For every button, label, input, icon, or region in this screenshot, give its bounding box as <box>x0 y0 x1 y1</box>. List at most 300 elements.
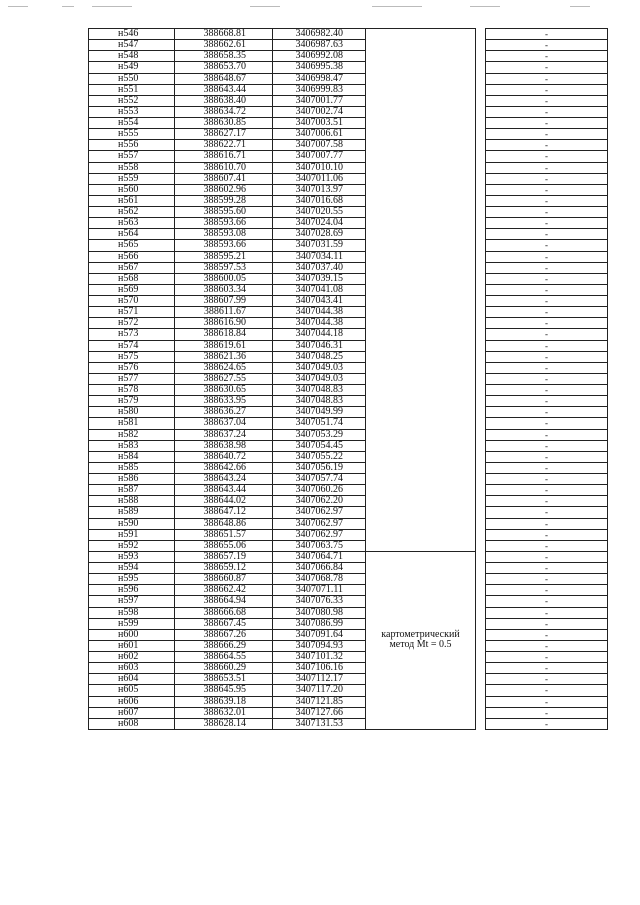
point-name-cell: н555 <box>89 129 175 140</box>
gap-cell <box>476 529 486 540</box>
gap-cell <box>476 596 486 607</box>
dash-cell: - <box>486 440 608 451</box>
point-name-cell: н569 <box>89 284 175 295</box>
table-row <box>89 496 608 507</box>
method-accuracy: метод Mt = 0.5 <box>389 639 452 651</box>
table-row <box>89 129 608 140</box>
point-name-cell: н567 <box>89 262 175 273</box>
gap-cell <box>476 307 486 318</box>
gap-cell <box>476 663 486 674</box>
table-row <box>89 29 608 40</box>
y-coordinate-cell: 3407024.04 <box>273 218 366 229</box>
dash-cell: - <box>486 474 608 485</box>
dash-cell: - <box>486 507 608 518</box>
gap-cell <box>476 474 486 485</box>
point-name-cell: н579 <box>89 396 175 407</box>
gap-cell <box>476 618 486 629</box>
table-row <box>89 618 608 629</box>
dash-cell: - <box>486 718 608 729</box>
gap-cell <box>476 462 486 473</box>
point-name-cell: н575 <box>89 351 175 362</box>
gap-cell <box>476 418 486 429</box>
dash-cell: - <box>486 240 608 251</box>
x-coordinate-cell: 388595.21 <box>175 251 273 262</box>
point-name-cell: н552 <box>89 95 175 106</box>
dash-cell: - <box>486 140 608 151</box>
gap-cell <box>476 640 486 651</box>
gap-cell <box>476 585 486 596</box>
y-coordinate-cell: 3407064.71 <box>273 551 366 562</box>
dash-cell: - <box>486 273 608 284</box>
dash-cell: - <box>486 251 608 262</box>
table-row <box>89 663 608 674</box>
y-coordinate-cell: 3407043.41 <box>273 296 366 307</box>
dash-cell: - <box>486 284 608 295</box>
gap-cell <box>476 95 486 106</box>
x-coordinate-cell: 388667.45 <box>175 618 273 629</box>
table-row <box>89 507 608 518</box>
x-coordinate-cell: 388593.08 <box>175 229 273 240</box>
point-name-cell: н607 <box>89 707 175 718</box>
point-name-cell: н590 <box>89 518 175 529</box>
dash-cell: - <box>486 518 608 529</box>
point-name-cell: н568 <box>89 273 175 284</box>
point-name-cell: н592 <box>89 540 175 551</box>
dash-cell: - <box>486 229 608 240</box>
x-coordinate-cell: 388593.66 <box>175 240 273 251</box>
y-coordinate-cell: 3407131.53 <box>273 718 366 729</box>
coordinates-table-body <box>89 29 608 730</box>
dash-cell: - <box>486 51 608 62</box>
dash-cell: - <box>486 351 608 362</box>
table-row <box>89 640 608 651</box>
x-coordinate-cell: 388658.35 <box>175 51 273 62</box>
y-coordinate-cell: 3407011.06 <box>273 173 366 184</box>
x-coordinate-cell: 388643.44 <box>175 485 273 496</box>
dash-cell: - <box>486 618 608 629</box>
x-coordinate-cell: 388638.98 <box>175 440 273 451</box>
gap-cell <box>476 218 486 229</box>
point-name-cell: н553 <box>89 106 175 117</box>
gap-cell <box>476 396 486 407</box>
gap-cell <box>476 118 486 129</box>
gap-cell <box>476 318 486 329</box>
table-row <box>89 95 608 106</box>
table-row <box>89 118 608 129</box>
point-name-cell: н554 <box>89 118 175 129</box>
gap-cell <box>476 62 486 73</box>
x-coordinate-cell: 388599.28 <box>175 195 273 206</box>
x-coordinate-cell: 388611.67 <box>175 307 273 318</box>
table-row <box>89 307 608 318</box>
point-name-cell: н582 <box>89 429 175 440</box>
dash-cell: - <box>486 429 608 440</box>
table-row <box>89 551 608 562</box>
table-row <box>89 284 608 295</box>
table-row <box>89 485 608 496</box>
dash-cell: - <box>486 218 608 229</box>
dash-cell: - <box>486 329 608 340</box>
dash-cell: - <box>486 40 608 51</box>
point-name-cell: н584 <box>89 451 175 462</box>
dash-cell: - <box>486 296 608 307</box>
x-coordinate-cell: 388597.53 <box>175 262 273 273</box>
gap-cell <box>476 674 486 685</box>
dash-cell: - <box>486 262 608 273</box>
gap-cell <box>476 362 486 373</box>
gap-cell <box>476 195 486 206</box>
gap-cell <box>476 273 486 284</box>
x-coordinate-cell: 388668.81 <box>175 29 273 40</box>
point-name-cell: н563 <box>89 218 175 229</box>
dash-cell: - <box>486 151 608 162</box>
gap-cell <box>476 84 486 95</box>
y-coordinate-cell: 3407031.59 <box>273 240 366 251</box>
x-coordinate-cell: 388647.12 <box>175 507 273 518</box>
gap-cell <box>476 440 486 451</box>
y-coordinate-cell: 3407002.74 <box>273 106 366 117</box>
table-row <box>89 418 608 429</box>
table-row <box>89 273 608 284</box>
dash-cell: - <box>486 29 608 40</box>
y-coordinate-cell: 3407049.03 <box>273 362 366 373</box>
x-coordinate-cell: 388664.94 <box>175 596 273 607</box>
table-row <box>89 84 608 95</box>
y-coordinate-cell: 3407013.97 <box>273 184 366 195</box>
table-row <box>89 51 608 62</box>
dash-cell: - <box>486 407 608 418</box>
table-row <box>89 362 608 373</box>
dash-cell: - <box>486 173 608 184</box>
gap-cell <box>476 106 486 117</box>
point-name-cell: н588 <box>89 496 175 507</box>
y-coordinate-cell: 3407007.77 <box>273 151 366 162</box>
table-row <box>89 195 608 206</box>
point-name-cell: н557 <box>89 151 175 162</box>
x-coordinate-cell: 388643.24 <box>175 474 273 485</box>
point-name-cell: н549 <box>89 62 175 73</box>
table-row <box>89 696 608 707</box>
x-coordinate-cell: 388619.61 <box>175 340 273 351</box>
x-coordinate-cell: 388636.27 <box>175 407 273 418</box>
gap-cell <box>476 518 486 529</box>
y-coordinate-cell: 3407020.55 <box>273 207 366 218</box>
gap-cell <box>476 40 486 51</box>
point-name-cell: н561 <box>89 195 175 206</box>
y-coordinate-cell: 3407127.66 <box>273 707 366 718</box>
y-coordinate-cell: 3407091.64 <box>273 629 366 640</box>
y-coordinate-cell: 3407076.33 <box>273 596 366 607</box>
table-row <box>89 373 608 384</box>
method-cell-bottom <box>366 551 476 729</box>
table-row <box>89 62 608 73</box>
table-row <box>89 585 608 596</box>
table-row <box>89 574 608 585</box>
gap-cell <box>476 496 486 507</box>
x-coordinate-cell: 388624.65 <box>175 362 273 373</box>
y-coordinate-cell: 3407117.20 <box>273 685 366 696</box>
dash-cell: - <box>486 62 608 73</box>
point-name-cell: н556 <box>89 140 175 151</box>
point-name-cell: н596 <box>89 585 175 596</box>
x-coordinate-cell: 388667.26 <box>175 629 273 640</box>
dash-cell: - <box>486 195 608 206</box>
x-coordinate-cell: 388655.06 <box>175 540 273 551</box>
table-row <box>89 40 608 51</box>
dash-cell: - <box>486 540 608 551</box>
x-coordinate-cell: 388622.71 <box>175 140 273 151</box>
table-row <box>89 518 608 529</box>
gap-cell <box>476 340 486 351</box>
x-coordinate-cell: 388643.44 <box>175 84 273 95</box>
gap-cell <box>476 696 486 707</box>
x-coordinate-cell: 388637.04 <box>175 418 273 429</box>
table-row <box>89 296 608 307</box>
point-name-cell: н583 <box>89 440 175 451</box>
x-coordinate-cell: 388595.60 <box>175 207 273 218</box>
table-row <box>89 707 608 718</box>
x-coordinate-cell: 388634.72 <box>175 106 273 117</box>
gap-cell <box>476 184 486 195</box>
table-row <box>89 73 608 84</box>
gap-cell <box>476 29 486 40</box>
dash-cell: - <box>486 462 608 473</box>
table-row <box>89 396 608 407</box>
x-coordinate-cell: 388662.42 <box>175 585 273 596</box>
gap-cell <box>476 540 486 551</box>
gap-cell <box>476 73 486 84</box>
dash-cell: - <box>486 663 608 674</box>
x-coordinate-cell: 388602.96 <box>175 184 273 195</box>
dash-cell: - <box>486 129 608 140</box>
table-row <box>89 173 608 184</box>
y-coordinate-cell: 3407066.84 <box>273 563 366 574</box>
dash-cell: - <box>486 118 608 129</box>
scan-header-artifacts <box>0 6 640 12</box>
y-coordinate-cell: 3406999.83 <box>273 84 366 95</box>
x-coordinate-cell: 388657.19 <box>175 551 273 562</box>
x-coordinate-cell: 388632.01 <box>175 707 273 718</box>
point-name-cell: н571 <box>89 307 175 318</box>
gap-cell <box>476 284 486 295</box>
gap-cell <box>476 563 486 574</box>
gap-cell <box>476 207 486 218</box>
gap-cell <box>476 296 486 307</box>
y-coordinate-cell: 3406982.40 <box>273 29 366 40</box>
x-coordinate-cell: 388653.51 <box>175 674 273 685</box>
point-name-cell: н578 <box>89 385 175 396</box>
x-coordinate-cell: 388630.85 <box>175 118 273 129</box>
y-coordinate-cell: 3407007.58 <box>273 140 366 151</box>
dash-cell: - <box>486 674 608 685</box>
point-name-cell: н558 <box>89 162 175 173</box>
dash-cell: - <box>486 685 608 696</box>
point-name-cell: н566 <box>89 251 175 262</box>
table-row <box>89 596 608 607</box>
point-name-cell: н546 <box>89 29 175 40</box>
gap-cell <box>476 407 486 418</box>
point-name-cell: н586 <box>89 474 175 485</box>
y-coordinate-cell: 3407010.10 <box>273 162 366 173</box>
gap-cell <box>476 652 486 663</box>
coordinates-table <box>88 28 608 730</box>
table-row <box>89 440 608 451</box>
gap-cell <box>476 240 486 251</box>
y-coordinate-cell: 3407048.83 <box>273 396 366 407</box>
table-row <box>89 318 608 329</box>
point-name-cell: н605 <box>89 685 175 696</box>
x-coordinate-cell: 388639.18 <box>175 696 273 707</box>
point-name-cell: н577 <box>89 373 175 384</box>
point-name-cell: н585 <box>89 462 175 473</box>
y-coordinate-cell: 3407121.85 <box>273 696 366 707</box>
dash-cell: - <box>486 707 608 718</box>
point-name-cell: н602 <box>89 652 175 663</box>
gap-cell <box>476 173 486 184</box>
y-coordinate-cell: 3407028.69 <box>273 229 366 240</box>
table-row <box>89 718 608 729</box>
table-row <box>89 151 608 162</box>
table-row <box>89 474 608 485</box>
y-coordinate-cell: 3407080.98 <box>273 607 366 618</box>
y-coordinate-cell: 3407003.51 <box>273 118 366 129</box>
y-coordinate-cell: 3407037.40 <box>273 262 366 273</box>
y-coordinate-cell: 3407016.68 <box>273 195 366 206</box>
x-coordinate-cell: 388640.72 <box>175 451 273 462</box>
table-row <box>89 262 608 273</box>
gap-cell <box>476 485 486 496</box>
y-coordinate-cell: 3407048.83 <box>273 385 366 396</box>
dash-cell: - <box>486 385 608 396</box>
table-row <box>89 229 608 240</box>
x-coordinate-cell: 388648.67 <box>175 73 273 84</box>
table-row <box>89 607 608 618</box>
table-row <box>89 140 608 151</box>
point-name-cell: н598 <box>89 607 175 618</box>
table-row <box>89 218 608 229</box>
table-row <box>89 207 608 218</box>
x-coordinate-cell: 388627.17 <box>175 129 273 140</box>
y-coordinate-cell: 3407051.74 <box>273 418 366 429</box>
gap-cell <box>476 551 486 562</box>
x-coordinate-cell: 388653.70 <box>175 62 273 73</box>
y-coordinate-cell: 3407094.93 <box>273 640 366 651</box>
point-name-cell: н587 <box>89 485 175 496</box>
gap-cell <box>476 718 486 729</box>
y-coordinate-cell: 3407071.11 <box>273 585 366 596</box>
x-coordinate-cell: 388664.55 <box>175 652 273 663</box>
y-coordinate-cell: 3407044.38 <box>273 307 366 318</box>
x-coordinate-cell: 388666.29 <box>175 640 273 651</box>
x-coordinate-cell: 388607.41 <box>175 173 273 184</box>
y-coordinate-cell: 3407060.26 <box>273 485 366 496</box>
gap-cell <box>476 707 486 718</box>
y-coordinate-cell: 3407044.38 <box>273 318 366 329</box>
gap-cell <box>476 629 486 640</box>
point-name-cell: н604 <box>89 674 175 685</box>
point-name-cell: н576 <box>89 362 175 373</box>
table-row <box>89 451 608 462</box>
x-coordinate-cell: 388630.65 <box>175 385 273 396</box>
y-coordinate-cell: 3407006.61 <box>273 129 366 140</box>
gap-cell <box>476 574 486 585</box>
x-coordinate-cell: 388616.90 <box>175 318 273 329</box>
dash-cell: - <box>486 652 608 663</box>
x-coordinate-cell: 388638.40 <box>175 95 273 106</box>
point-name-cell: н589 <box>89 507 175 518</box>
y-coordinate-cell: 3407086.99 <box>273 618 366 629</box>
y-coordinate-cell: 3406987.63 <box>273 40 366 51</box>
table-row <box>89 251 608 262</box>
gap-cell <box>476 373 486 384</box>
dash-cell: - <box>486 418 608 429</box>
dash-cell: - <box>486 551 608 562</box>
point-name-cell: н608 <box>89 718 175 729</box>
point-name-cell: н573 <box>89 329 175 340</box>
x-coordinate-cell: 388633.95 <box>175 396 273 407</box>
dash-cell: - <box>486 73 608 84</box>
point-name-cell: н572 <box>89 318 175 329</box>
gap-cell <box>476 685 486 696</box>
y-coordinate-cell: 3407056.19 <box>273 462 366 473</box>
x-coordinate-cell: 388662.61 <box>175 40 273 51</box>
dash-cell: - <box>486 485 608 496</box>
dash-cell: - <box>486 596 608 607</box>
y-coordinate-cell: 3407112.17 <box>273 674 366 685</box>
point-name-cell: н603 <box>89 663 175 674</box>
x-coordinate-cell: 388642.66 <box>175 462 273 473</box>
point-name-cell: н595 <box>89 574 175 585</box>
point-name-cell: н559 <box>89 173 175 184</box>
y-coordinate-cell: 3407053.29 <box>273 429 366 440</box>
dash-cell: - <box>486 207 608 218</box>
x-coordinate-cell: 388651.57 <box>175 529 273 540</box>
y-coordinate-cell: 3407062.97 <box>273 507 366 518</box>
table-row <box>89 429 608 440</box>
dash-cell: - <box>486 95 608 106</box>
y-coordinate-cell: 3407062.97 <box>273 529 366 540</box>
dash-cell: - <box>486 451 608 462</box>
dash-cell: - <box>486 162 608 173</box>
gap-cell <box>476 351 486 362</box>
y-coordinate-cell: 3407039.15 <box>273 273 366 284</box>
y-coordinate-cell: 3407062.20 <box>273 496 366 507</box>
x-coordinate-cell: 388660.87 <box>175 574 273 585</box>
y-coordinate-cell: 3407049.03 <box>273 373 366 384</box>
x-coordinate-cell: 388618.84 <box>175 329 273 340</box>
dash-cell: - <box>486 563 608 574</box>
table-row <box>89 629 608 640</box>
point-name-cell: н597 <box>89 596 175 607</box>
point-name-cell: н599 <box>89 618 175 629</box>
table-row <box>89 385 608 396</box>
dash-cell: - <box>486 574 608 585</box>
point-name-cell: н548 <box>89 51 175 62</box>
y-coordinate-cell: 3407044.18 <box>273 329 366 340</box>
dash-cell: - <box>486 640 608 651</box>
x-coordinate-cell: 388645.95 <box>175 685 273 696</box>
y-coordinate-cell: 3407001.77 <box>273 95 366 106</box>
dash-cell: - <box>486 496 608 507</box>
table-row <box>89 529 608 540</box>
dash-cell: - <box>486 184 608 195</box>
x-coordinate-cell: 388627.55 <box>175 373 273 384</box>
point-name-cell: н593 <box>89 551 175 562</box>
y-coordinate-cell: 3406998.47 <box>273 73 366 84</box>
x-coordinate-cell: 388621.36 <box>175 351 273 362</box>
gap-cell <box>476 451 486 462</box>
dash-cell: - <box>486 529 608 540</box>
